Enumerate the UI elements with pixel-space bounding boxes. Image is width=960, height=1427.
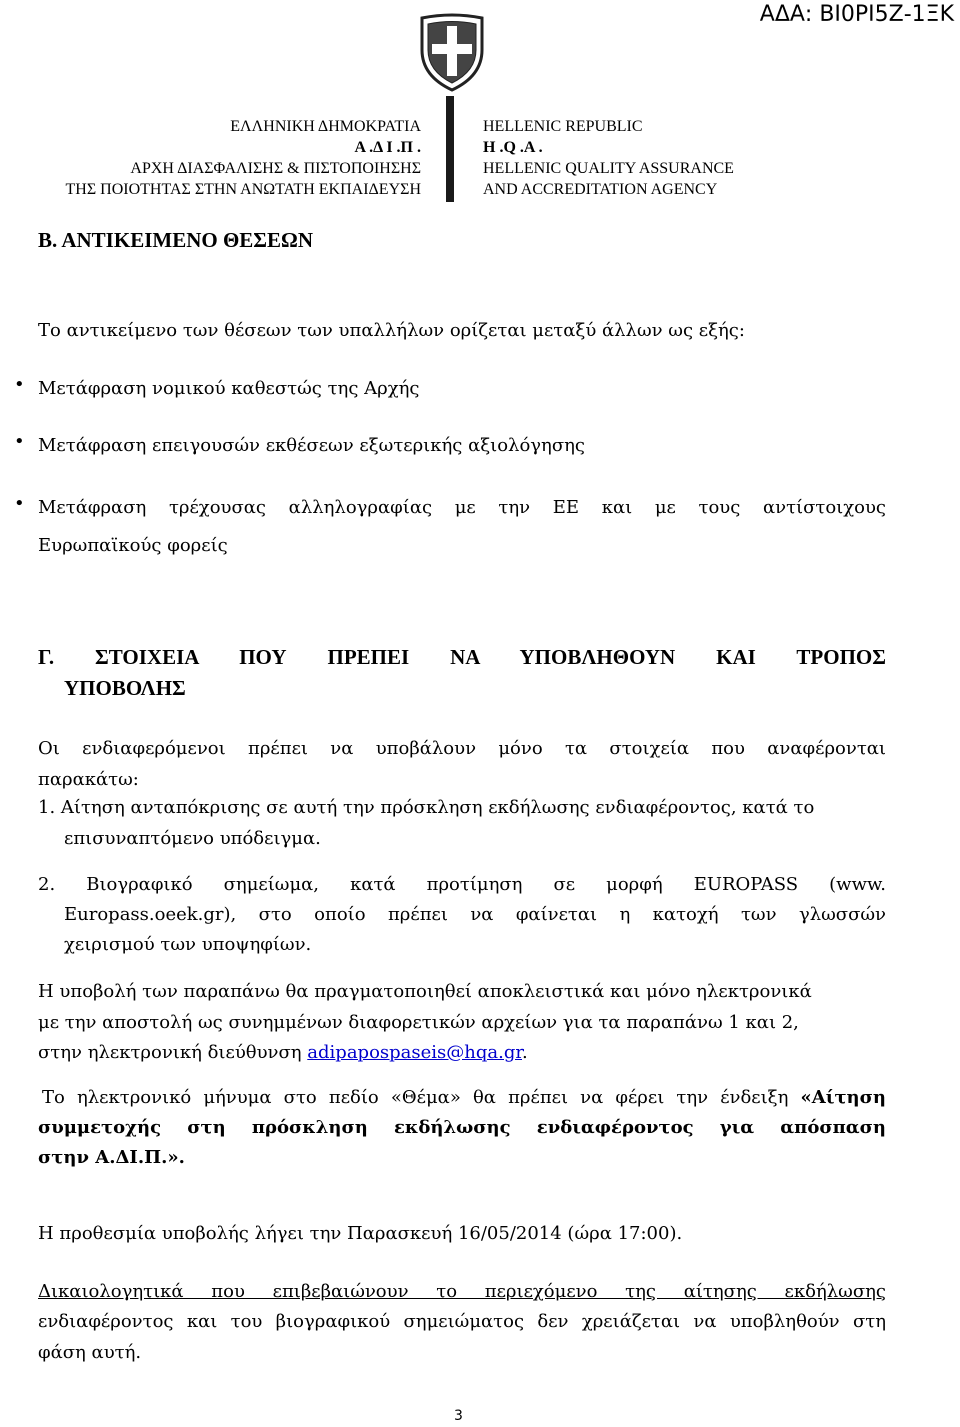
section-c-title: Γ. ΣΤΟΙΧΕΙΑ ΠΟΥ ΠΡΕΠΕΙ ΝΑ ΥΠΟΒΛΗΘΟΥΝ ΚΑΙ ΤΡΟΠΟΣ: [38, 645, 886, 669]
bullet-icon: •: [14, 493, 25, 514]
documents-note: φάση αυτή.: [38, 1342, 142, 1363]
subject-instruction: Το ηλεκτρονικό μήνυμα στο πεδίο «Θέμα» θα πρέπει να φέρει την ένδειξη «Αίτηση: [42, 1087, 886, 1108]
section-c-intro-cont: παρακάτω:: [38, 769, 139, 790]
list-item-1-cont: επισυναπτόμενο υπόδειγμα.: [64, 828, 321, 849]
list-item-2-cont: χειρισμού των υποψηφίων.: [64, 934, 312, 955]
documents-note: ενδιαφέροντος και του βιογραφικού σημειώματος δεν χρειάζεται να υποβληθούν στη: [38, 1311, 886, 1332]
bullet-icon: •: [14, 431, 25, 452]
section-c-title-cont: ΥΠΟΒΟΛΗΣ: [64, 676, 186, 700]
submission-text: με την αποστολή ως συνημμένων διαφορετικών αρχείων για τα παραπάνω 1 και 2,: [38, 1012, 799, 1033]
bullet-item: Μετάφραση νομικού καθεστώς της Αρχής: [38, 378, 420, 399]
list-item-2: 2. Βιογραφικό σημείωμα, κατά προτίμηση σε μορφή EUROPASS (www.: [38, 874, 886, 895]
bullet-item: Μετάφραση επειγουσών εκθέσεων εξωτερικής αξιολόγησης: [38, 435, 585, 456]
bullet-item: Μετάφραση τρέχουσας αλληλογραφίας με την ΕΕ και με τους αντίστοιχους: [38, 497, 886, 518]
section-b-intro: Το αντικείμενο των θέσεων των υπαλλήλων ορίζεται μεταξύ άλλων ως εξής:: [38, 320, 745, 341]
subject-text-bold: συμμετοχής στη πρόσκληση εκδήλωσης ενδιαφέροντος για απόσπαση: [38, 1117, 886, 1138]
submission-text: στην ηλεκτρονική διεύθυνση adipapospaseis@hqa.gr.: [38, 1042, 528, 1063]
list-item-1: 1. Αίτηση ανταπόκρισης σε αυτή την πρόσκληση εκδήλωσης ενδιαφέροντος, κατά το: [38, 797, 815, 818]
page-number: 3: [454, 1408, 463, 1424]
bullet-item-continuation: Ευρωπαϊκούς φορείς: [38, 535, 228, 556]
header-greek: ΕΛΛΗΝΙΚΗ ΔΗΜΟΚΡΑΤΙΑ Α .Δ Ι .Π . ΑΡΧΗ ΔΙΑΣΦΑΛΙΣΗΣ & ΠΙΣΤΟΠΟΙΗΣΗΣ ΤΗΣ ΠΟΙΟΤΗΤΑΣ ΣΤΗΝ ΑΝΩΤΑΤΗ ΕΚΠΑΙΔΕΥΣΗ: [65, 118, 421, 198]
list-item-2-cont: Europass.oeek.gr), στο οποίο πρέπει να φαίνεται η κατοχή των γλωσσών: [64, 904, 886, 925]
submission-text: Η υποβολή των παραπάνω θα πραγματοποιηθεί αποκλειστικά και μόνο ηλεκτρονικά: [38, 981, 812, 1002]
subject-text-bold: στην Α.ΔΙ.Π.».: [38, 1147, 185, 1168]
ada-code: ΑΔΑ: ΒΙ0ΡΙ5Ζ-1ΞΚ: [759, 2, 954, 27]
bullet-icon: •: [14, 374, 25, 395]
header-english: HELLENIC REPUBLIC H .Q .A . HELLENIC QUALITY ASSURANCE AND ACCREDITATION AGENCY: [483, 118, 734, 198]
header-divider: [446, 96, 454, 202]
section-b-title: Β. ΑΝΤΙΚΕΙΜΕΝΟ ΘΕΣΕΩΝ: [38, 228, 314, 252]
section-c-intro: Οι ενδιαφερόμενοι πρέπει να υποβάλουν μόνο τα στοιχεία που αναφέρονται: [38, 738, 886, 759]
documents-note: Δικαιολογητικά που επιβεβαιώνουν το περιεχόμενο της αίτησης εκδήλωσης: [38, 1281, 886, 1302]
deadline-text: Η προθεσμία υποβολής λήγει την Παρασκευή 16/05/2014 (ώρα 17:00).: [38, 1223, 683, 1244]
greek-seal-emblem: [416, 12, 488, 92]
email-link[interactable]: adipapospaseis@hqa.gr: [307, 1042, 522, 1063]
